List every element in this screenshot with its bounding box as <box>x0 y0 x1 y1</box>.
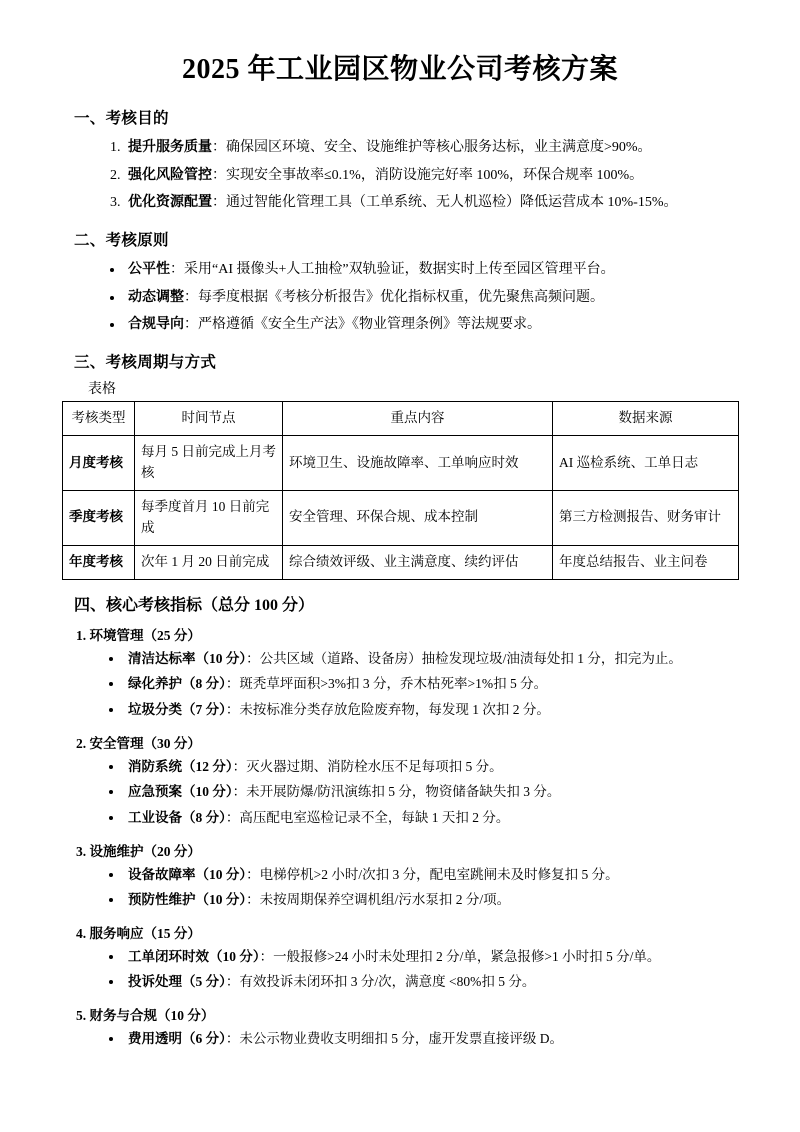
list-item-label: 垃圾分类（7 分） <box>128 701 226 717</box>
list-item <box>124 862 738 888</box>
list-item-text: ：有效投诉未闭环扣 3 分/次，满意度 <80%扣 5 分。 <box>225 974 536 990</box>
list-item-label: 合规导向 <box>128 316 184 332</box>
table-cell: 年度总结报告、业主问卷 <box>553 545 739 579</box>
list-item-text: ：采用“AI 摄像头+人工抽检”双轨验证，数据实时上传至园区管理平台。 <box>170 262 615 278</box>
list-item-label: 提升服务质量 <box>128 140 212 156</box>
list-item-text: ：实现安全事故率≤0.1%，消防设施完好率 100%，环保合规率 100%。 <box>212 167 644 183</box>
list-item-text: ：灭火器过期、消防栓水压不足每项扣 5 分。 <box>232 758 503 774</box>
purpose-list <box>62 134 738 216</box>
list-item <box>124 969 738 995</box>
section-heading-principles: 二、考核原则 <box>74 232 169 250</box>
list-item-text: ：高压配电室巡检记录不全，每缺 1 天扣 2 分。 <box>225 809 510 825</box>
table-cell: 每月 5 日前完成上月考核 <box>135 436 283 491</box>
indicator-group-label: 4. 服务响应（15 分） <box>76 925 201 941</box>
list-item-label: 应急预案（10 分） <box>128 784 233 800</box>
list-item <box>124 944 738 970</box>
list-item-text: ：电梯停机>2 小时/次扣 3 分，配电室跳闸未及时修复扣 5 分。 <box>246 866 619 882</box>
list-item-text: ：一般报修>24 小时未处理扣 2 分/单，紧急报修>1 小时扣 5 分/单。 <box>259 948 661 964</box>
indicator-group-label: 5. 财务与合规（10 分） <box>76 1008 215 1024</box>
list-item <box>124 311 738 338</box>
list-item-text: ：未开展防爆/防汛演练扣 5 分，物资储备缺失扣 3 分。 <box>232 784 561 800</box>
section-heading-cycle: 三、考核周期与方式 <box>74 354 217 372</box>
table-header-row <box>63 402 739 436</box>
list-item-text: ：每季度根据《考核分析报告》优化指标权重，优先聚焦高频问题。 <box>184 289 604 305</box>
list-item <box>124 887 738 913</box>
table-cell: 综合绩效评级、业主满意度、续约评估 <box>283 545 553 579</box>
list-item-label: 清洁达标率（10 分） <box>128 650 247 666</box>
list-item-label: 动态调整 <box>128 289 184 305</box>
list-item-label: 投诉处理（5 分） <box>128 974 226 990</box>
list-item <box>124 754 738 780</box>
list-item <box>124 1026 738 1052</box>
list-item <box>124 646 738 672</box>
table-cell: 年度考核 <box>63 545 135 579</box>
list-item <box>124 697 738 723</box>
indicator-group-label: 2. 安全管理（30 分） <box>76 735 201 751</box>
indicator-group-label: 3. 设施维护（20 分） <box>76 843 201 859</box>
table-row <box>63 436 739 491</box>
list-item-text: ：斑秃草坪面积>3%扣 3 分，乔木枯死率>1%扣 5 分。 <box>225 676 548 692</box>
list-item-label: 公平性 <box>128 262 170 278</box>
list-item-label: 绿化养护（8 分） <box>128 676 226 692</box>
list-item <box>124 779 738 805</box>
list-item <box>124 189 738 216</box>
list-item-label: 设备故障率（10 分） <box>128 866 247 882</box>
list-item-label: 预防性维护（10 分） <box>128 892 247 908</box>
table-caption: 表格 <box>88 382 116 398</box>
table-cell: 第三方检测报告、财务审计 <box>553 490 739 545</box>
list-item <box>124 134 738 161</box>
column-header: 考核类型 <box>63 402 135 436</box>
column-header: 时间节点 <box>135 402 283 436</box>
table-cell: 环境卫生、设施故障率、工单响应时效 <box>283 436 553 491</box>
table-cell: 每季度首月 10 日前完成 <box>135 490 283 545</box>
list-item-label: 优化资源配置 <box>128 194 212 210</box>
list-item-text: ：确保园区环境、安全、设施维护等核心服务达标，业主满意度>90%。 <box>212 140 652 156</box>
list-item-text: ：公共区域（道路、设备房）抽检发现垃圾/油渍每处扣 1 分，扣完为止。 <box>246 650 682 666</box>
list-item-label: 工单闭环时效（10 分） <box>128 948 260 964</box>
column-header: 数据来源 <box>553 402 739 436</box>
list-item <box>124 805 738 831</box>
table-row <box>63 545 739 579</box>
section-heading-purpose: 一、考核目的 <box>74 110 169 128</box>
table-cell: AI 巡检系统、工单日志 <box>553 436 739 491</box>
table-cell: 季度考核 <box>63 490 135 545</box>
list-item-text: ：未按周期保养空调机组/污水泵扣 2 分/项。 <box>246 892 511 908</box>
list-item <box>124 256 738 283</box>
table-cell: 月度考核 <box>63 436 135 491</box>
principles-list <box>62 256 738 338</box>
indicator-group-list <box>62 646 738 723</box>
indicator-group-list <box>62 944 738 995</box>
list-item-label: 费用透明（6 分） <box>128 1031 226 1047</box>
list-item <box>124 284 738 311</box>
column-header: 重点内容 <box>283 402 553 436</box>
table-row <box>63 490 739 545</box>
indicator-group-list <box>62 1026 738 1052</box>
list-item-text: ：严格遵循《安全生产法》《物业管理条例》等法规要求。 <box>184 316 541 332</box>
list-item-label: 工业设备（8 分） <box>128 809 226 825</box>
list-item-label: 消防系统（12 分） <box>128 758 233 774</box>
page-title: 2025 年工业园区物业公司考核方案 <box>181 54 618 85</box>
indicator-group-list <box>62 862 738 913</box>
section-heading-indicators: 四、核心考核指标（总分 100 分） <box>74 596 315 614</box>
table-cell: 安全管理、环保合规、成本控制 <box>283 490 553 545</box>
table-cell: 次年 1 月 20 日前完成 <box>135 545 283 579</box>
list-item-text: ：通过智能化管理工具（工单系统、无人机巡检）降低运营成本 10%-15%。 <box>212 194 678 210</box>
indicator-group-list <box>62 754 738 831</box>
list-item-text: ：未公示物业费收支明细扣 5 分，虚开发票直接评级 D。 <box>225 1031 563 1047</box>
list-item-text: ：未按标准分类存放危险废弃物，每发现 1 次扣 2 分。 <box>225 701 550 717</box>
list-item-label: 强化风险管控 <box>128 167 212 183</box>
list-item <box>124 671 738 697</box>
list-item <box>124 162 738 189</box>
cycle-table <box>62 401 739 580</box>
indicator-group-label: 1. 环境管理（25 分） <box>76 627 201 643</box>
